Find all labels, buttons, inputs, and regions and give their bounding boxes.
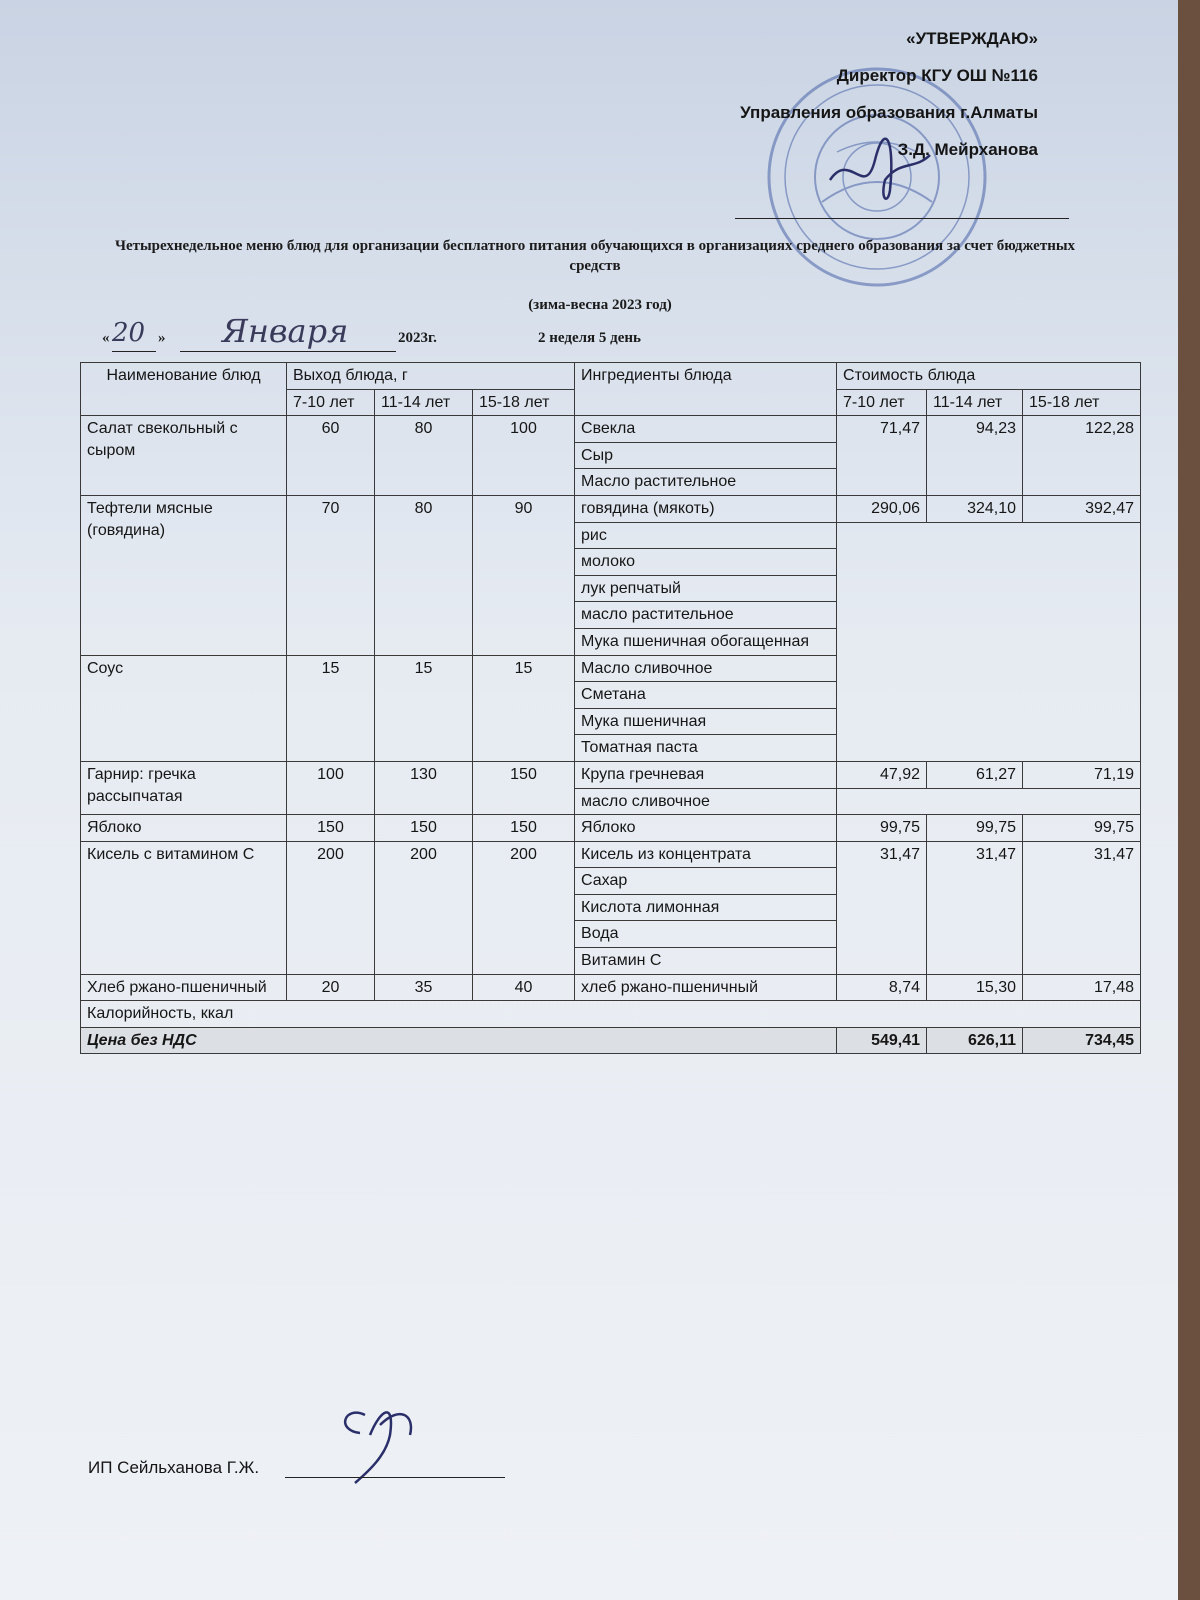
dish-name: Соус [81, 655, 287, 761]
cost-value: 392,47 [1023, 495, 1141, 522]
date-open-quote: « [102, 330, 110, 346]
cost-value: 99,75 [927, 815, 1023, 842]
yield-value: 80 [375, 416, 473, 496]
ingredient: Кисель из концентрата [575, 841, 837, 868]
yield-value: 100 [473, 416, 575, 496]
ingredient: Масло сливочное [575, 655, 837, 682]
date-year: 2023г. [398, 330, 437, 346]
yield-age-15-18: 15-18 лет [473, 389, 575, 416]
cost-value: 47,92 [837, 761, 927, 788]
supplier-signature-line [285, 1477, 505, 1478]
dish-name: Хлеб ржано-пшеничный [81, 974, 287, 1001]
yield-value: 15 [473, 655, 575, 761]
cost-age-7-10: 7-10 лет [837, 389, 927, 416]
approval-underline [735, 218, 1069, 219]
yield-value: 150 [287, 815, 375, 842]
header-yield: Выход блюда, г [287, 363, 575, 390]
cost-value: 99,75 [1023, 815, 1141, 842]
ingredient: Томатная паста [575, 735, 837, 762]
ingredient: Мука пшеничная обогащенная [575, 628, 837, 655]
date-close-quote: » [158, 330, 166, 346]
season-caption: (зима-весна 2023 год) [528, 297, 672, 313]
ingredient: Крупа гречневая [575, 761, 837, 788]
header-ingredients: Ингредиенты блюда [575, 363, 837, 416]
ingredient: Мука пшеничная [575, 708, 837, 735]
table-row [81, 495, 1141, 522]
yield-value: 15 [375, 655, 473, 761]
table-row [81, 761, 1141, 788]
cost-value: 71,47 [837, 416, 927, 496]
cost-value: 31,47 [927, 841, 1023, 974]
ingredient: Яблоко [575, 815, 837, 842]
ingredient: Вода [575, 921, 837, 948]
yield-value: 100 [287, 761, 375, 814]
dish-name: Тефтели мясные (говядина) [81, 495, 287, 655]
supplier-signature-icon [320, 1395, 430, 1485]
table-row [81, 974, 1141, 1001]
yield-value: 20 [287, 974, 375, 1001]
cost-value: 15,30 [927, 974, 1023, 1001]
ingredient: масло сливочное [575, 788, 837, 815]
cost-value: 31,47 [837, 841, 927, 974]
cost-value: 324,10 [927, 495, 1023, 522]
yield-age-7-10: 7-10 лет [287, 389, 375, 416]
ingredient: рис [575, 522, 837, 549]
yield-age-11-14: 11-14 лет [375, 389, 473, 416]
week-day-label: 2 неделя 5 день [538, 330, 641, 346]
cost-value: 31,47 [1023, 841, 1141, 974]
calories-row [81, 1001, 1141, 1028]
cost-value: 71,19 [1023, 761, 1141, 788]
ingredient: Витамин С [575, 948, 837, 975]
ingredient: Свекла [575, 416, 837, 443]
header-cost: Стоимость блюда [837, 363, 1141, 390]
approver-position: Директор КГУ ОШ №116 [836, 66, 1038, 85]
yield-value: 200 [473, 841, 575, 974]
yield-value: 35 [375, 974, 473, 1001]
table-row [81, 815, 1141, 842]
yield-value: 60 [287, 416, 375, 496]
yield-value: 200 [287, 841, 375, 974]
ingredient: Сметана [575, 682, 837, 709]
header-dish: Наименование блюд [81, 363, 287, 416]
ingredient: Кислота лимонная [575, 894, 837, 921]
ingredient: молоко [575, 549, 837, 576]
yield-value: 150 [473, 761, 575, 814]
supplier-signer: ИП Сейльханова Г.Ж. [88, 1458, 260, 1477]
dish-name: Кисель с витамином С [81, 841, 287, 974]
yield-value: 130 [375, 761, 473, 814]
cost-value: 290,06 [837, 495, 927, 522]
yield-value: 200 [375, 841, 473, 974]
ingredient: Масло растительное [575, 469, 837, 496]
total-7-10: 549,41 [837, 1027, 927, 1054]
table-row [81, 841, 1141, 868]
yield-value: 150 [473, 815, 575, 842]
director-signature-icon [820, 130, 940, 210]
ingredient: Сахар [575, 868, 837, 895]
ingredient: хлеб ржано-пшеничный [575, 974, 837, 1001]
price-label: Цена без НДС [81, 1027, 837, 1054]
ingredient: говядина (мякоть) [575, 495, 837, 522]
date-month: Января [222, 312, 349, 350]
ingredient: масло растительное [575, 602, 837, 629]
cost-value: 99,75 [837, 815, 927, 842]
cost-value: 94,23 [927, 416, 1023, 496]
yield-value: 150 [375, 815, 473, 842]
cost-age-15-18: 15-18 лет [1023, 389, 1141, 416]
header-row [81, 363, 1141, 390]
total-11-14: 626,11 [927, 1027, 1023, 1054]
total-15-18: 734,45 [1023, 1027, 1141, 1054]
approve-heading: «УТВЕРЖДАЮ» [906, 29, 1038, 48]
cost-value: 8,74 [837, 974, 927, 1001]
price-row [81, 1027, 1141, 1054]
empty-cost [837, 788, 1141, 815]
yield-value: 80 [375, 495, 473, 655]
date-line [102, 312, 802, 358]
cost-value: 122,28 [1023, 416, 1141, 496]
yield-value: 90 [473, 495, 575, 655]
merged-empty-cost [837, 522, 1141, 761]
cost-age-11-14: 11-14 лет [927, 389, 1023, 416]
date-day: 20 [112, 318, 146, 348]
yield-value: 15 [287, 655, 375, 761]
dish-name: Гарнир: гречка рассыпчатая [81, 761, 287, 814]
menu-table [80, 362, 1141, 1054]
dish-name: Салат свекольный с сыром [81, 416, 287, 496]
ingredient: лук репчатый [575, 575, 837, 602]
approver-department: Управления образования г.Алматы [740, 103, 1038, 122]
approver-name: З.Д. Мейрханова [897, 140, 1038, 159]
table-row [81, 416, 1141, 443]
yield-value: 70 [287, 495, 375, 655]
cost-value: 17,48 [1023, 974, 1141, 1001]
dish-name: Яблоко [81, 815, 287, 842]
document-title: Четырехнедельное меню блюд для организации бесплатного питания обучающихся в организациях среднего образования за счет бюджетных средств [114, 238, 1076, 275]
calories-label: Калорийность, ккал [81, 1001, 1141, 1028]
yield-value: 40 [473, 974, 575, 1001]
cost-value: 61,27 [927, 761, 1023, 788]
ingredient: Сыр [575, 442, 837, 469]
